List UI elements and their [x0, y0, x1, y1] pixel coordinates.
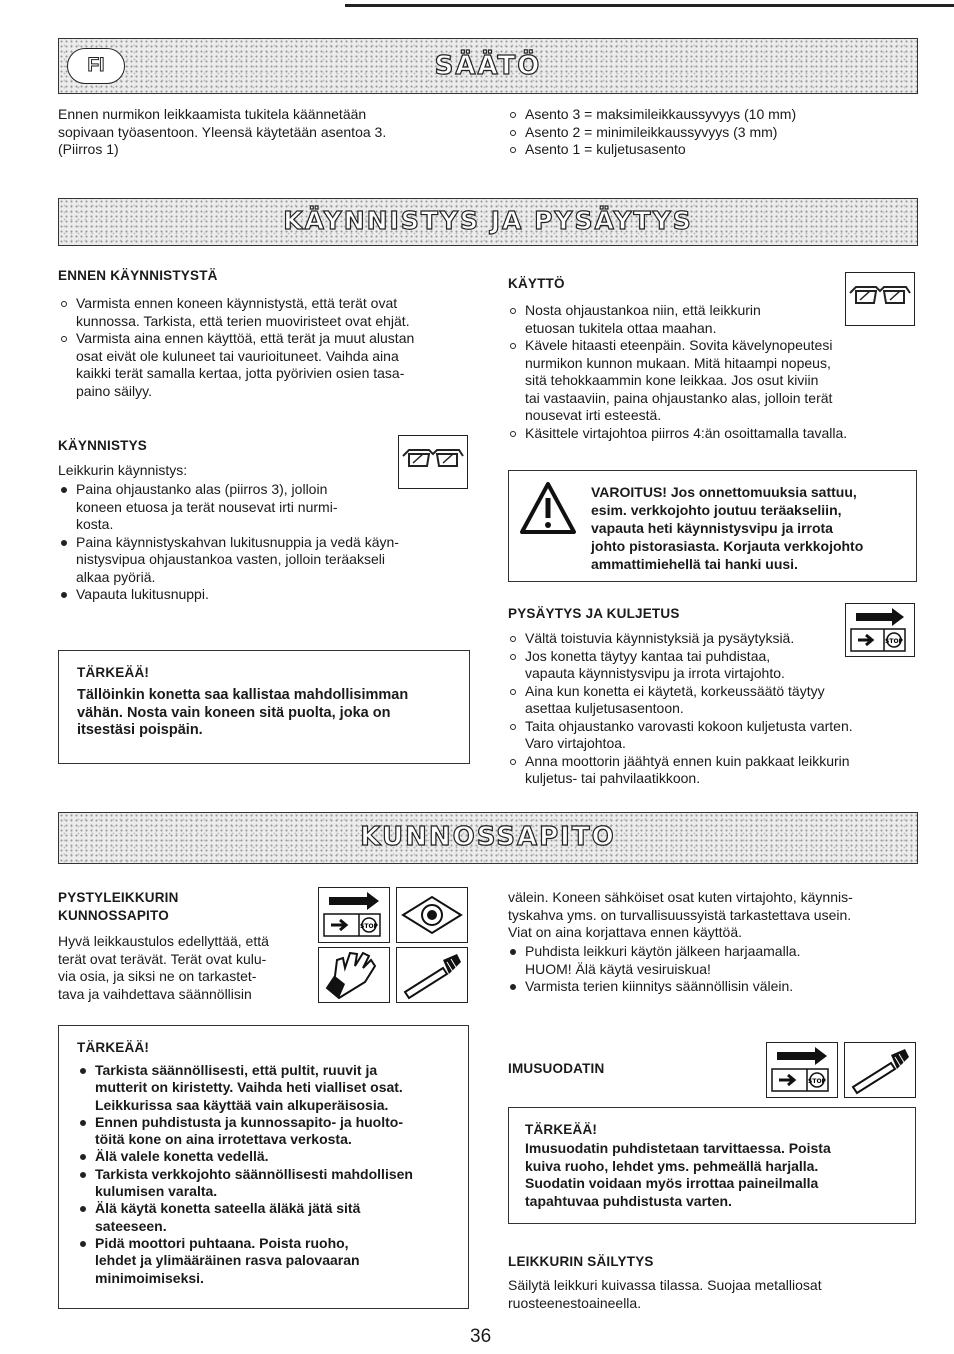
list-item: Paina ohjaustanko alas (piirros 3), jolloin koneen etuosa ja terät nousevat irti nurmi- kosta. [58, 481, 468, 534]
unplug-icon [766, 1042, 838, 1098]
kunnossapito-right-list [507, 943, 917, 996]
unplug-icon [318, 887, 390, 943]
heading-pystyleikkurin: PYSTYLEIKKURIN KUNNOSSAPITO [58, 890, 179, 923]
heading-imusuodatin: IMUSUODATIN [508, 1061, 605, 1076]
list-item: Asento 3 = maksimileikkaussyvyys (10 mm) [507, 106, 917, 124]
heading-pysaytys: PYSÄYTYS JA KULJETUS [508, 606, 680, 621]
section-banner-kunnossapito [58, 812, 918, 864]
list-item: Vältä toistuvia käynnistyksiä ja pysäytyksiä. [507, 630, 917, 648]
list-item: Älä käytä konetta sateella äläkä jätä sitä sateeseen. [77, 1200, 462, 1235]
important-label: TÄRKEÄÄ! [77, 1040, 150, 1055]
list-item: Pidä moottori puhtaana. Poista ruoho, lehdet ja ylimääräinen rasva palovaaran minimoimiseksi. [77, 1235, 462, 1287]
kaynnistys-intro: Leikkurin käynnistys: [58, 462, 188, 478]
list-item: Anna moottorin jäähtyä ennen kuin pakkaat leikkurin kuljetus- tai pahvilaatikkoon. [507, 753, 917, 788]
section-title-saato: SÄÄTÖ [434, 51, 542, 81]
brush-icon [396, 947, 468, 1003]
list-item: Tarkista verkkojohto säännöllisesti mahdollisen kulumisen varalta. [77, 1166, 462, 1201]
list-item: Kävele hitaasti eteenpäin. Sovita kävelynopeutesi nurmikon kunnon mukaan. Mitä hitaampi nopeus, sitä tehokkaammin kone leikkaa. Jos osut kiviin tai vastaaviin, paina ohjaustanko alas, jolloin terät nousevat irti esteestä. [507, 337, 917, 425]
pysty-text: Hyvä leikkaustulos edellyttää, että terät ovat terävät. Terät ovat kulu- via osia, ja siksi ne on tarkastet- tava ja vaihdettava säännöllisin [58, 933, 269, 1002]
list-item: Tarkista säännöllisesti, että pultit, ruuvit ja mutterit on kiristetty. Vaihda heti vialliset osat. Leikkurissa saa käyttää vain alkuperäisosia. [77, 1062, 462, 1114]
list-item: Puhdista leikkuri käytön jälkeen harjaamalla. HUOM! Älä käytä vesiruiskua! [507, 943, 917, 978]
list-item: Asento 2 = minimileikkaussyvyys (3 mm) [507, 124, 917, 142]
heading-sailytys: LEIKKURIN SÄILYTYS [508, 1254, 654, 1269]
eye-icon [396, 887, 468, 943]
warning-triangle-icon [519, 481, 577, 540]
glove-icon [318, 947, 390, 1003]
svg-text:STOP: STOP [885, 638, 903, 645]
section-banner-saato [58, 38, 918, 94]
warning-text: VAROITUS! Jos onnettomuuksia sattuu, esim. verkkojohto joutuu teräakseliin, vapauta heti käynnistysvipu ja irrota johto pistorasiasta. Korjauta verkkojohto ammattimiehellä tai hanki uusi. [591, 484, 864, 572]
page-number: 36 [470, 1326, 492, 1347]
language-badge-text: FI [87, 55, 105, 76]
kaytto-list [507, 302, 917, 442]
list-item: Varmista ennen koneen käynnistystä, että terät ovat kunnossa. Tarkista, että terien muoviristeet ovat ehjät. [58, 295, 473, 330]
list-item: Ennen puhdistusta ja kunnossapito- ja huolto- töitä kone on aina irrotettava verkosta. [77, 1114, 462, 1149]
top-rule [345, 4, 954, 7]
svg-text:STOP: STOP [808, 1078, 826, 1085]
imusuodatin-text: Imusuodatin puhdistetaan tarvittaessa. Poista kuiva ruoho, lehdet yms. pehmeällä harjalla. Suodatin voidaan myös irrottaa paineilmalla tapahtuvaa puhdistusta varten. [525, 1140, 831, 1209]
heading-ennen-kaynnistysta: ENNEN KÄYNNISTYSTÄ [58, 268, 218, 283]
list-item: Asento 1 = kuljetusasento [507, 141, 917, 159]
section-title-kaynnistys: KÄYNNISTYS JA PYSÄYTYS [283, 206, 693, 235]
section-banner-kaynnistys [58, 198, 918, 246]
list-item: Varmista terien kiinnitys säännöllisin välein. [507, 978, 917, 996]
heading-kaynnistys: KÄYNNISTYS [58, 438, 148, 453]
list-item: Älä valele konetta vedellä. [77, 1148, 462, 1165]
list-item: Nosta ohjaustankoa niin, että leikkurin etuosan tukitela ottaa maahan. [507, 302, 917, 337]
warning-box [508, 470, 917, 582]
section-title-kunnossapito: KUNNOSSAPITO [360, 822, 616, 852]
important-box-imusuodatin [508, 1107, 916, 1224]
important-label: TÄRKEÄÄ! [77, 665, 150, 680]
pysaytys-list [507, 630, 917, 788]
list-item: Vapauta lukitusnuppi. [58, 586, 468, 604]
list-item: Paina käynnistyskahvan lukitusnuppia ja vedä käyn- nistysvipua ohjaustankoa vasten, jolloin teräakseli alkaa pyöriä. [58, 534, 468, 587]
important-list [77, 1062, 462, 1287]
ennen-list [58, 295, 473, 400]
saato-positions-list [507, 106, 917, 159]
kaynnistys-list [58, 481, 468, 604]
important-box-tallinkin [58, 650, 470, 764]
heading-kaytto: KÄYTTÖ [508, 276, 565, 291]
important-label: TÄRKEÄÄ! [525, 1122, 598, 1137]
sailytys-text: Säilytä leikkuri kuivassa tilassa. Suojaa metalliosat ruosteenestoaineella. [508, 1277, 822, 1311]
brush-icon [844, 1042, 916, 1098]
list-item: Varmista aina ennen käyttöä, että terät ja muut alustan osat eivät ole kuluneet tai vaurioituneet. Vaihda aina kaikki terät samalla kertaa, jotta pyörivien osien tasa- paino säilyy. [58, 330, 473, 400]
saato-intro: Ennen nurmikon leikkaamista tukitela käännetään sopivaan työasentoon. Yleensä käytetään asentoa 3. (Piirros 1) [58, 106, 387, 157]
kunnossapito-right-text: välein. Koneen sähköiset osat kuten virtajohto, käynnis- tyskahva yms. on turvallisuussyistä tarkastettava usein. Viat on aina korjattava ennen käyttöä. [508, 889, 853, 940]
svg-text:STOP: STOP [360, 923, 378, 930]
list-item: Aina kun konetta ei käytetä, korkeussäätö täytyy asettaa kuljetusasentoon. [507, 683, 917, 718]
list-item: Käsittele virtajohtoa piirros 4:än osoittamalla tavalla. [507, 425, 917, 443]
list-item: Jos konetta täytyy kantaa tai puhdistaa, vapauta käynnistysvipu ja irrota virtajohto. [507, 648, 917, 683]
list-item: Taita ohjaustanko varovasti kokoon kuljetusta varten. Varo virtajohtoa. [507, 718, 917, 753]
important-text: Tällöinkin konetta saa kallistaa mahdollisimman vähän. Nosta vain koneen sitä puolta, joka on itsestäsi poispäin. [77, 687, 409, 738]
important-box-kunnossapito [58, 1025, 469, 1309]
